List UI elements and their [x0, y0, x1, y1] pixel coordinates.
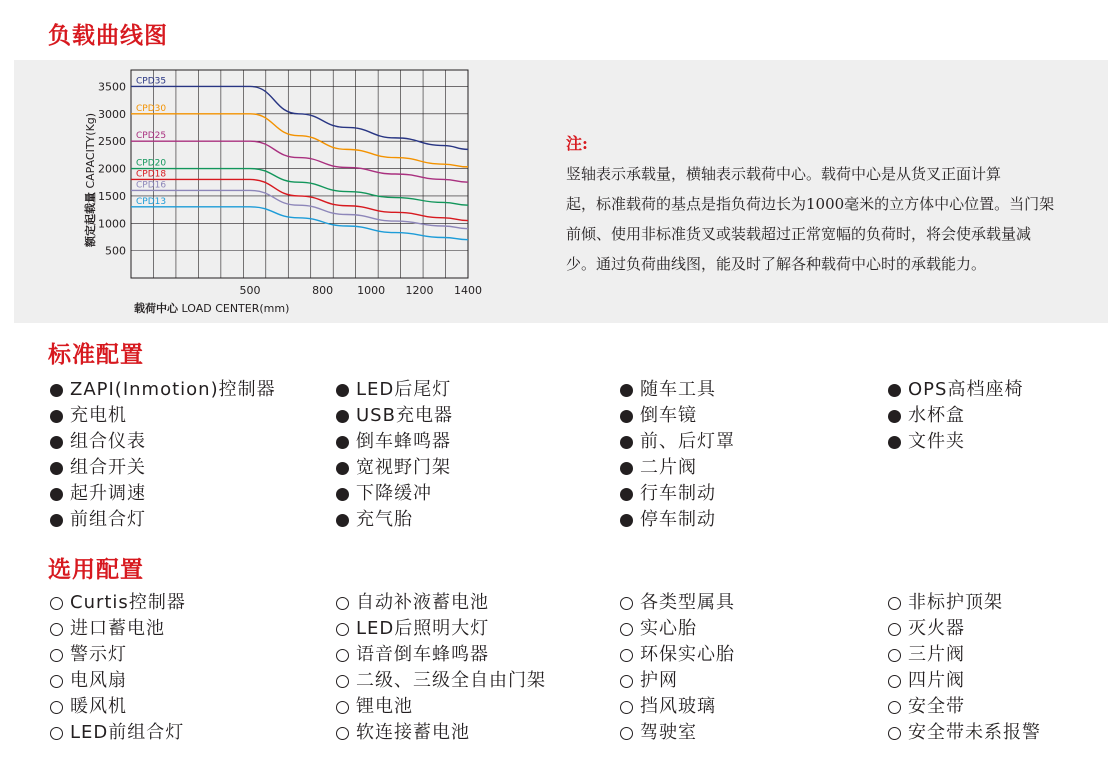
filled-bullet-icon — [888, 436, 901, 449]
filled-bullet-icon — [336, 436, 349, 449]
series-label: CPD30 — [136, 103, 167, 114]
config-item — [620, 455, 735, 481]
hollow-bullet-icon — [620, 623, 633, 636]
config-item-label: 自动补液蓄电池 — [356, 592, 489, 613]
config-item — [620, 507, 735, 533]
filled-bullet-icon — [888, 384, 901, 397]
x-axis-title-rest: LOAD CENTER(mm) — [178, 302, 290, 315]
filled-bullet-icon — [50, 436, 63, 449]
optional-config-column-2 — [336, 590, 546, 746]
series-label: CPD18 — [136, 169, 167, 180]
config-item-label: OPS高档座椅 — [908, 379, 1024, 400]
config-item — [50, 377, 276, 403]
y-axis-title-bold: 额定起载量 — [84, 192, 97, 248]
config-item — [620, 616, 735, 642]
config-item — [336, 403, 453, 429]
hollow-bullet-icon — [50, 727, 63, 740]
hollow-bullet-icon — [620, 675, 633, 688]
filled-bullet-icon — [336, 488, 349, 501]
config-item — [336, 429, 453, 455]
series-label: CPD25 — [136, 131, 167, 142]
x-tick-label: 1200 — [405, 284, 434, 297]
standard-config-column-2 — [336, 377, 453, 533]
config-item — [888, 403, 1023, 429]
standard-config-title: 标准配置 — [48, 342, 144, 368]
y-tick-label: 3500 — [98, 80, 126, 94]
config-item-label: 软连接蓄电池 — [356, 722, 470, 743]
series-line-cpd35 — [131, 86, 468, 149]
filled-bullet-icon — [620, 488, 633, 501]
config-item-label: 组合仪表 — [70, 431, 146, 452]
hollow-bullet-icon — [888, 727, 901, 740]
optional-config-column-3 — [620, 590, 735, 746]
config-item — [336, 668, 546, 694]
config-item-label: 充电机 — [70, 405, 127, 426]
note-title: 注: — [566, 134, 588, 153]
config-item-label: 安全带未系报警 — [908, 722, 1041, 743]
config-item — [336, 720, 546, 746]
config-item — [50, 694, 186, 720]
config-item-label: ZAPI(Inmotion)控制器 — [70, 379, 276, 400]
config-item — [888, 694, 1041, 720]
config-item — [620, 481, 735, 507]
config-item-label: 充气胎 — [356, 509, 413, 530]
hollow-bullet-icon — [620, 727, 633, 740]
filled-bullet-icon — [336, 384, 349, 397]
note-line: 少。通过负荷曲线图，能及时了解各种载荷中心时的承载能力。 — [566, 255, 987, 273]
config-item-label: LED后照明大灯 — [356, 618, 490, 639]
optional-config-title: 选用配置 — [48, 557, 144, 583]
config-item-label: 行车制动 — [640, 483, 716, 504]
y-tick-label: 3000 — [98, 107, 126, 121]
filled-bullet-icon — [620, 436, 633, 449]
config-item — [336, 481, 453, 507]
config-item-label: 驾驶室 — [640, 722, 697, 743]
hollow-bullet-icon — [336, 649, 349, 662]
filled-bullet-icon — [336, 514, 349, 527]
hollow-bullet-icon — [336, 675, 349, 688]
config-item — [888, 668, 1041, 694]
hollow-bullet-icon — [50, 649, 63, 662]
config-item-label: 组合开关 — [70, 457, 146, 478]
hollow-bullet-icon — [50, 623, 63, 636]
x-tick-label: 1400 — [454, 284, 482, 297]
config-item-label: 前组合灯 — [70, 509, 146, 530]
filled-bullet-icon — [50, 384, 63, 397]
config-item-label: 起升调速 — [70, 483, 146, 504]
load-curve-title: 负载曲线图 — [48, 23, 168, 49]
config-item — [888, 616, 1041, 642]
config-item — [50, 720, 186, 746]
config-item-label: 文件夹 — [908, 431, 965, 452]
hollow-bullet-icon — [620, 597, 633, 610]
config-item-label: 二片阀 — [640, 457, 697, 478]
x-axis-title-bold: 载荷中心 — [134, 302, 178, 315]
config-item-label: 前、后灯罩 — [640, 431, 735, 452]
config-item — [620, 642, 735, 668]
config-item — [888, 720, 1041, 746]
filled-bullet-icon — [50, 462, 63, 475]
optional-config-column-1 — [50, 590, 186, 746]
note-body — [566, 159, 1094, 279]
filled-bullet-icon — [50, 410, 63, 423]
config-item-label: 电风扇 — [70, 670, 127, 691]
series-line-cpd25 — [131, 141, 468, 182]
config-item-label: 宽视野门架 — [356, 457, 451, 478]
config-item — [50, 403, 276, 429]
y-tick-label: 2500 — [98, 135, 126, 149]
config-item-label: 随车工具 — [640, 379, 716, 400]
standard-config-column-4 — [888, 377, 1023, 455]
series-label: CPD13 — [136, 196, 167, 207]
config-item — [888, 590, 1041, 616]
filled-bullet-icon — [336, 462, 349, 475]
filled-bullet-icon — [620, 514, 633, 527]
config-item — [50, 616, 186, 642]
config-item-label: 护网 — [640, 670, 678, 691]
hollow-bullet-icon — [50, 597, 63, 610]
note-line: 竖轴表示承载量，横轴表示载荷中心。载荷中心是从货叉正面计算 — [566, 165, 1002, 183]
filled-bullet-icon — [50, 514, 63, 527]
standard-config-column-3 — [620, 377, 735, 533]
config-item — [50, 507, 276, 533]
config-item-label: 实心胎 — [640, 618, 697, 639]
config-item-label: LED后尾灯 — [356, 379, 452, 400]
config-item-label: 倒车镜 — [640, 405, 697, 426]
series-line-cpd30 — [131, 114, 468, 167]
config-item — [336, 455, 453, 481]
hollow-bullet-icon — [888, 649, 901, 662]
filled-bullet-icon — [620, 462, 633, 475]
hollow-bullet-icon — [620, 701, 633, 714]
hollow-bullet-icon — [888, 597, 901, 610]
config-item — [620, 429, 735, 455]
config-item — [888, 642, 1041, 668]
note-line: 起，标准载荷的基点是指负荷边长为1000毫米的立方体中心位置。当门架 — [566, 195, 1055, 213]
y-tick-label: 1000 — [98, 217, 126, 231]
config-item-label: 环保实心胎 — [640, 644, 735, 665]
x-tick-label: 800 — [312, 284, 334, 297]
config-item — [336, 507, 453, 533]
config-item-label: LED前组合灯 — [70, 722, 185, 743]
standard-config-column-1 — [50, 377, 276, 533]
config-item — [620, 720, 735, 746]
series-label: CPD16 — [136, 180, 167, 191]
optional-config-column-4 — [888, 590, 1041, 746]
note-line: 前倾、使用非标准货叉或装载超过正常宽幅的负荷时，将会使承载量减 — [566, 225, 1032, 243]
load-curve-chart — [14, 60, 514, 323]
config-item-label: 锂电池 — [356, 696, 413, 717]
hollow-bullet-icon — [888, 623, 901, 636]
config-item-label: 非标护顶架 — [908, 592, 1003, 613]
config-item — [620, 694, 735, 720]
config-item — [620, 590, 735, 616]
hollow-bullet-icon — [50, 701, 63, 714]
config-item — [888, 429, 1023, 455]
config-item-label: Curtis控制器 — [70, 592, 186, 613]
config-item-label: 停车制动 — [640, 509, 716, 530]
filled-bullet-icon — [336, 410, 349, 423]
filled-bullet-icon — [888, 410, 901, 423]
hollow-bullet-icon — [50, 675, 63, 688]
config-item — [620, 403, 735, 429]
x-tick-label: 500 — [239, 284, 261, 297]
y-axis-title — [83, 113, 97, 248]
config-item — [620, 377, 735, 403]
config-item — [336, 616, 546, 642]
config-item-label: 进口蓄电池 — [70, 618, 165, 639]
config-item — [888, 377, 1023, 403]
config-item — [336, 377, 453, 403]
hollow-bullet-icon — [888, 701, 901, 714]
config-item-label: 挡风玻璃 — [640, 696, 716, 717]
series-label: CPD35 — [136, 76, 167, 87]
config-item-label: 灭火器 — [908, 618, 965, 639]
config-item-label: 二级、三级全自由门架 — [356, 670, 546, 691]
config-item-label: 安全带 — [908, 696, 965, 717]
config-item — [50, 429, 276, 455]
config-item-label: 暖风机 — [70, 696, 127, 717]
y-tick-label: 500 — [105, 244, 126, 258]
series-label: CPD20 — [136, 158, 167, 169]
x-axis-title — [134, 301, 289, 315]
config-item — [50, 481, 276, 507]
filled-bullet-icon — [620, 384, 633, 397]
hollow-bullet-icon — [336, 727, 349, 740]
config-item-label: 下降缓冲 — [356, 483, 432, 504]
config-item — [50, 590, 186, 616]
config-item — [336, 694, 546, 720]
config-item-label: 四片阀 — [908, 670, 965, 691]
config-item-label: 语音倒车蜂鸣器 — [356, 644, 489, 665]
filled-bullet-icon — [620, 410, 633, 423]
config-item-label: 倒车蜂鸣器 — [356, 431, 451, 452]
config-item-label: 三片阀 — [908, 644, 965, 665]
config-item-label: 警示灯 — [70, 644, 127, 665]
y-tick-label: 2000 — [98, 162, 126, 176]
hollow-bullet-icon — [336, 701, 349, 714]
config-item — [336, 590, 546, 616]
config-item — [336, 642, 546, 668]
filled-bullet-icon — [50, 488, 63, 501]
config-item-label: 水杯盒 — [908, 405, 965, 426]
x-tick-label: 1000 — [357, 284, 386, 297]
config-item-label: 各类型属具 — [640, 592, 735, 613]
config-item-label: USB充电器 — [356, 405, 453, 426]
config-item — [50, 455, 276, 481]
y-tick-label: 1500 — [98, 189, 126, 203]
hollow-bullet-icon — [620, 649, 633, 662]
config-item — [50, 668, 186, 694]
hollow-bullet-icon — [336, 623, 349, 636]
series-line-cpd20 — [131, 169, 468, 206]
plot-frame — [131, 70, 468, 278]
y-axis-title-rest: CAPACITY(Kg) — [84, 112, 97, 193]
config-item — [50, 642, 186, 668]
config-item — [620, 668, 735, 694]
hollow-bullet-icon — [888, 675, 901, 688]
hollow-bullet-icon — [336, 597, 349, 610]
